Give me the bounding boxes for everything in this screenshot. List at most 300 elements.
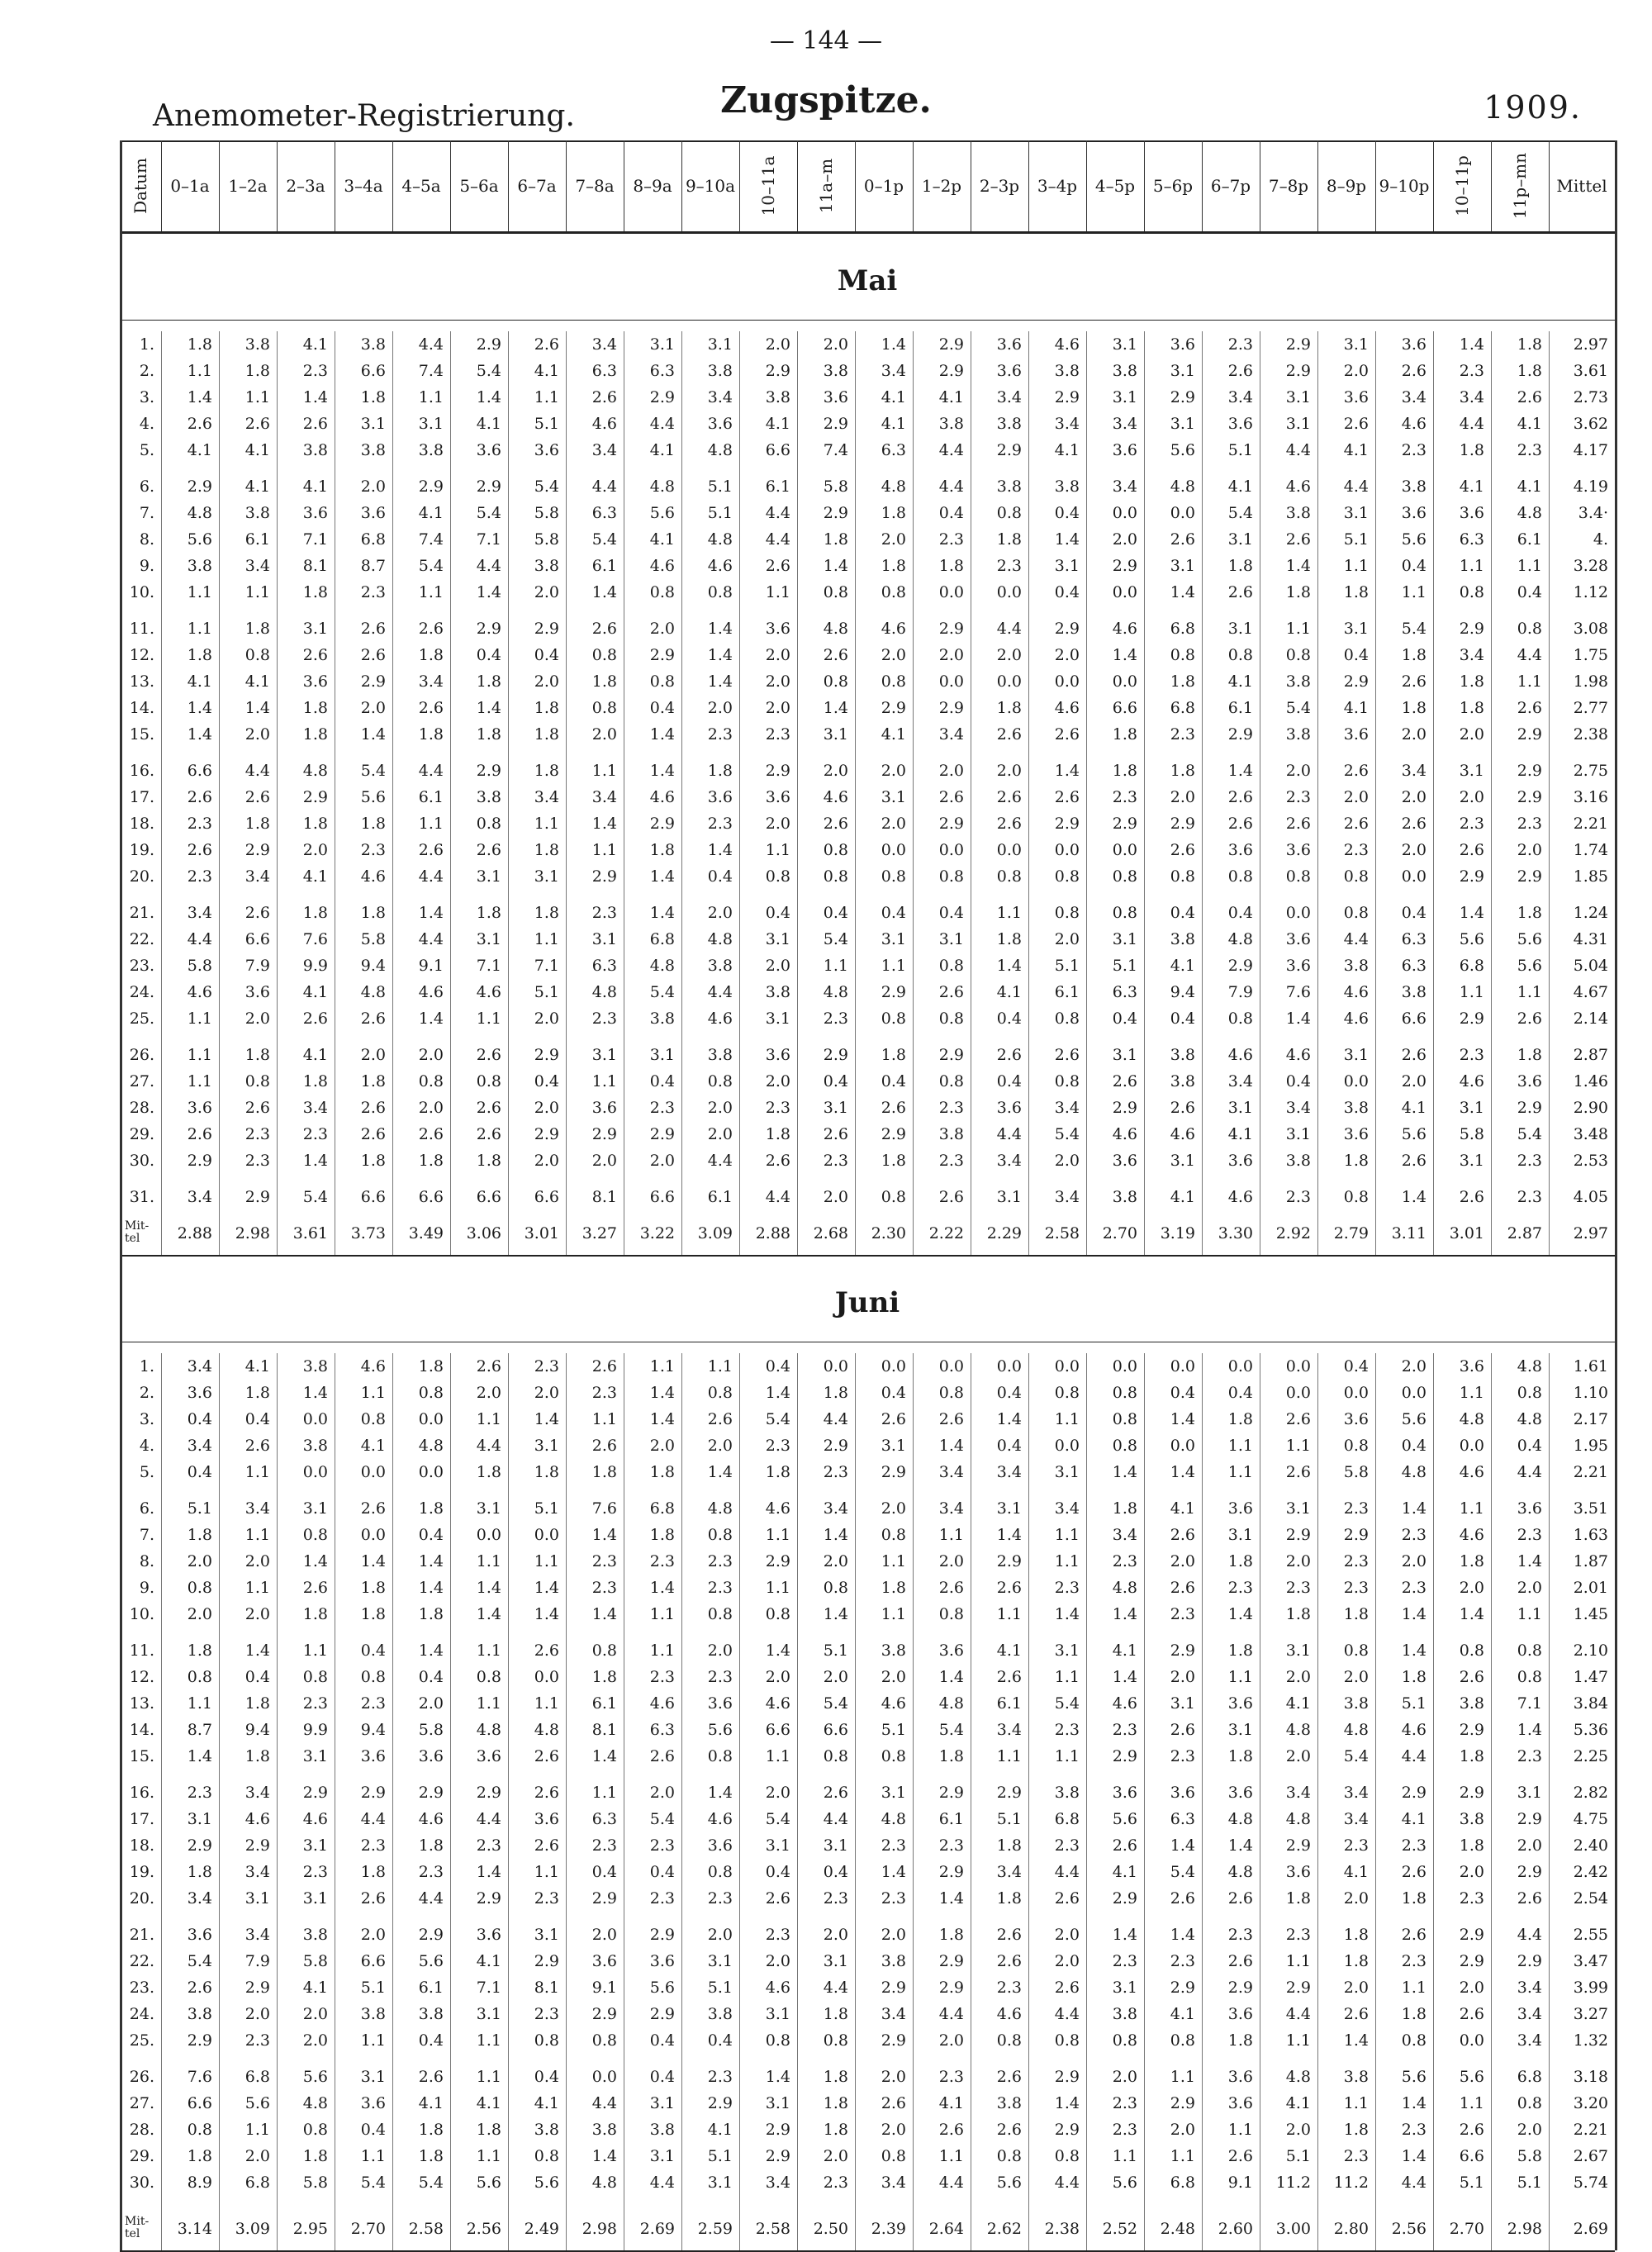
hourly-value: 2.6	[1517, 388, 1542, 406]
hourly-value: 2.3	[1401, 1579, 1427, 1597]
hourly-value: 2.3	[534, 1357, 559, 1375]
hourly-value: 1.1	[1054, 1552, 1080, 1570]
hourly-value: 0.8	[823, 583, 848, 601]
hourly-value: 3.1	[1285, 388, 1311, 406]
table-row	[120, 810, 1615, 837]
hourly-value: 2.3	[707, 1668, 733, 1686]
row-mean: 3.4·	[1578, 504, 1608, 522]
row-date: 26.	[129, 2068, 154, 2086]
hourly-value: 3.6	[1459, 1357, 1484, 1375]
hourly-value: 2.3	[534, 2005, 559, 2023]
hourly-value: 6.6	[360, 362, 386, 380]
hourly-value: 0.4	[591, 1863, 617, 1881]
hourly-value: 3.8	[707, 1046, 733, 1064]
hourly-value: 3.8	[1285, 504, 1311, 522]
hourly-value: 2.3	[1343, 1579, 1369, 1597]
hourly-value: 2.6	[1112, 1072, 1137, 1090]
hourly-value: 4.8	[707, 930, 733, 948]
hourly-value: 5.8	[534, 504, 559, 522]
table-row	[120, 1042, 1615, 1068]
hourly-value: 1.8	[360, 1152, 386, 1170]
monthly-mean-value: 2.88	[755, 1224, 790, 1242]
hourly-value: 1.1	[1459, 1499, 1484, 1518]
hourly-value: 3.4	[1054, 1099, 1080, 1117]
column-header: 5–6a	[459, 176, 499, 196]
hourly-value: 0.4	[1170, 1010, 1195, 1028]
hourly-value: 1.4	[418, 1641, 444, 1660]
monthly-mean-value: 2.59	[697, 2220, 733, 2238]
row-mean: 2.87	[1573, 1046, 1608, 1064]
hourly-value: 1.1	[187, 583, 212, 601]
hourly-value: 1.4	[476, 1863, 501, 1881]
hourly-value: 2.9	[1517, 762, 1542, 780]
hourly-value: 0.4	[534, 1072, 559, 1090]
hourly-value: 0.8	[938, 1010, 964, 1028]
hourly-value: 3.4	[244, 867, 270, 886]
hourly-value: 2.0	[881, 646, 906, 664]
hourly-value: 6.3	[1112, 983, 1137, 1001]
monthly-mean-value: 3.09	[235, 2220, 270, 2238]
hourly-value: 2.6	[707, 1410, 733, 1428]
row-mean: 2.75	[1573, 762, 1608, 780]
column-rule	[392, 331, 393, 1255]
hourly-value: 3.1	[765, 1836, 790, 1855]
hourly-value: 1.8	[1170, 762, 1195, 780]
hourly-value: 2.6	[881, 2094, 906, 2112]
hourly-value: 1.1	[1343, 557, 1369, 575]
column-rule	[508, 140, 509, 231]
hourly-value: 2.0	[881, 1499, 906, 1518]
hourly-value: 4.1	[938, 388, 964, 406]
row-mean: 1.46	[1573, 1072, 1608, 1090]
table-row	[120, 863, 1615, 890]
table-row	[120, 615, 1615, 642]
hourly-value: 2.0	[1459, 725, 1484, 744]
hourly-value: 4.1	[302, 1979, 328, 1997]
hourly-value: 3.4	[1227, 388, 1253, 406]
hourly-value: 3.1	[881, 930, 906, 948]
table-row	[120, 1121, 1615, 1147]
hourly-value: 0.8	[1112, 1437, 1137, 1455]
hourly-value: 1.8	[1112, 1499, 1137, 1518]
hourly-value: 0.4	[649, 1072, 675, 1090]
hourly-value: 4.8	[1227, 1810, 1253, 1828]
table-row	[120, 2027, 1615, 2054]
hourly-value: 3.8	[534, 2121, 559, 2139]
row-mean: 1.95	[1573, 1437, 1608, 1455]
monthly-mean-value: 3.00	[1275, 2220, 1311, 2238]
hourly-value: 2.9	[1517, 1952, 1542, 1970]
hourly-value: 7.6	[1285, 983, 1311, 1001]
hourly-value: 2.6	[1343, 815, 1369, 833]
hourly-value: 1.1	[649, 1605, 675, 1623]
hourly-value: 5.6	[418, 1952, 444, 1970]
hourly-value: 2.9	[881, 2031, 906, 2050]
monthly-mean-value: 2.56	[466, 2220, 501, 2238]
column-header: 1–2p	[921, 176, 962, 196]
hourly-value: 3.1	[1170, 362, 1195, 380]
monthly-mean-value: 2.95	[292, 2220, 328, 2238]
hourly-value: 0.8	[1517, 2094, 1542, 2112]
row-mean: 2.25	[1573, 1747, 1608, 1765]
hourly-value: 2.6	[1227, 362, 1253, 380]
hourly-value: 2.6	[823, 815, 848, 833]
hourly-value: 4.1	[1170, 1188, 1195, 1206]
column-header: 10–11p	[1452, 155, 1472, 216]
column-rule	[566, 140, 567, 231]
hourly-value: 2.9	[1170, 1979, 1195, 1997]
hourly-value: 4.1	[707, 2121, 733, 2139]
hourly-value: 7.4	[418, 530, 444, 549]
hourly-value: 4.1	[476, 415, 501, 433]
hourly-value: 1.4	[534, 1579, 559, 1597]
hourly-value: 7.1	[476, 530, 501, 549]
hourly-value: 2.0	[418, 1046, 444, 1064]
hourly-value: 2.0	[1401, 1552, 1427, 1570]
hourly-value: 1.8	[649, 1463, 675, 1481]
hourly-value: 3.6	[1343, 725, 1369, 744]
hourly-value: 3.6	[591, 1099, 617, 1117]
column-rule	[1549, 331, 1550, 1255]
hourly-value: 5.6	[649, 1979, 675, 1997]
hourly-value: 5.1	[707, 477, 733, 496]
hourly-value: 1.1	[187, 1694, 212, 1713]
hourly-value: 2.6	[244, 1099, 270, 1117]
hourly-value: 2.6	[1285, 530, 1311, 549]
hourly-value: 3.1	[1459, 762, 1484, 780]
hourly-value: 0.8	[1112, 1384, 1137, 1402]
hourly-value: 0.8	[881, 2147, 906, 2165]
hourly-value: 3.6	[707, 1836, 733, 1855]
hourly-value: 3.8	[1170, 930, 1195, 948]
hourly-value: 1.8	[881, 557, 906, 575]
hourly-value: 1.1	[244, 1579, 270, 1597]
hourly-value: 1.4	[1343, 2031, 1369, 2050]
hourly-value: 4.1	[534, 2094, 559, 2112]
hourly-value: 2.9	[1170, 815, 1195, 833]
hourly-value: 2.0	[881, 530, 906, 549]
hourly-value: 2.0	[1517, 2121, 1542, 2139]
hourly-value: 2.3	[591, 1010, 617, 1028]
hourly-value: 6.6	[1112, 699, 1137, 717]
hourly-value: 6.1	[418, 788, 444, 806]
hourly-value: 1.1	[1285, 1437, 1311, 1455]
hourly-value: 2.6	[881, 1099, 906, 1117]
row-date: 21.	[129, 1926, 154, 1944]
column-rule	[219, 1353, 220, 2250]
hourly-value: 2.0	[418, 1694, 444, 1713]
hourly-value: 1.8	[244, 620, 270, 638]
hourly-value: 3.6	[1112, 1152, 1137, 1170]
monthly-mean-value: 3.11	[1391, 1224, 1427, 1242]
column-header: 5–6p	[1152, 176, 1194, 196]
hourly-value: 3.8	[996, 2094, 1022, 2112]
hourly-value: 0.4	[1517, 583, 1542, 601]
hourly-value: 0.8	[1227, 1010, 1253, 1028]
hourly-value: 3.8	[360, 2005, 386, 2023]
hourly-value: 3.8	[418, 2005, 444, 2023]
hourly-value: 3.8	[302, 441, 328, 459]
column-rule	[681, 331, 682, 1255]
hourly-value: 7.4	[418, 362, 444, 380]
hourly-value: 1.8	[823, 1384, 848, 1402]
hourly-value: 2.0	[187, 1552, 212, 1570]
hourly-value: 1.4	[1170, 583, 1195, 601]
column-rule	[681, 140, 682, 231]
hourly-value: 2.6	[1227, 815, 1253, 833]
hourly-value: 4.8	[823, 983, 848, 1001]
hourly-value: 2.9	[1285, 335, 1311, 354]
monthly-mean-value: 3.49	[408, 1224, 444, 1242]
hourly-value: 1.8	[534, 841, 559, 859]
hourly-value: 1.1	[996, 904, 1022, 922]
hourly-value: 0.4	[707, 867, 733, 886]
hourly-value: 4.1	[1459, 477, 1484, 496]
hourly-value: 1.4	[881, 335, 906, 354]
hourly-value: 2.0	[302, 2031, 328, 2050]
hourly-value: 2.6	[1227, 583, 1253, 601]
hourly-value: 0.4	[187, 1463, 212, 1481]
hourly-value: 1.4	[765, 1384, 790, 1402]
hourly-value: 1.1	[418, 815, 444, 833]
row-date: 6.	[139, 1499, 154, 1518]
hourly-value: 0.8	[302, 1668, 328, 1686]
hourly-value: 4.8	[302, 2094, 328, 2112]
hourly-value: 2.3	[823, 1463, 848, 1481]
row-mean: 1.61	[1573, 1357, 1608, 1375]
hourly-value: 6.6	[1401, 1010, 1427, 1028]
hourly-value: 2.9	[938, 699, 964, 717]
hourly-value: 3.4	[1459, 388, 1484, 406]
hourly-value: 1.8	[996, 530, 1022, 549]
hourly-value: 1.8	[1343, 2121, 1369, 2139]
hourly-value: 7.6	[302, 930, 328, 948]
hourly-value: 1.4	[707, 1463, 733, 1481]
hourly-value: 4.6	[418, 983, 444, 1001]
hourly-value: 2.9	[649, 815, 675, 833]
row-mean: 2.38	[1573, 725, 1608, 744]
monthly-mean-value: 2.98	[235, 1224, 270, 1242]
table-row	[120, 1432, 1615, 1459]
hourly-value: 2.0	[707, 699, 733, 717]
hourly-value: 2.3	[1112, 1721, 1137, 1739]
hourly-value: 1.4	[707, 1784, 733, 1802]
row-date: 7.	[139, 504, 154, 522]
hourly-value: 2.6	[244, 788, 270, 806]
hourly-value: 2.6	[996, 1668, 1022, 1686]
hourly-value: 2.6	[1227, 788, 1253, 806]
hourly-value: 1.1	[1170, 2147, 1195, 2165]
hourly-value: 3.8	[302, 1926, 328, 1944]
hourly-value: 1.4	[881, 1863, 906, 1881]
hourly-value: 1.1	[1285, 620, 1311, 638]
hourly-value: 4.4	[938, 477, 964, 496]
hourly-value: 2.0	[1459, 1579, 1484, 1597]
hourly-value: 2.0	[1401, 725, 1427, 744]
hourly-value: 4.6	[1170, 1125, 1195, 1143]
hourly-value: 0.0	[1285, 1357, 1311, 1375]
hourly-value: 3.4	[1227, 1072, 1253, 1090]
column-header: 6–7a	[517, 176, 557, 196]
monthly-mean-value: 2.69	[639, 2220, 675, 2238]
hourly-value: 5.1	[707, 504, 733, 522]
column-header: 4–5a	[401, 176, 441, 196]
hourly-value: 4.1	[187, 672, 212, 691]
hourly-value: 2.9	[244, 1836, 270, 1855]
hourly-value: 2.9	[1517, 867, 1542, 886]
hourly-value: 1.4	[1170, 1836, 1195, 1855]
hourly-value: 6.1	[591, 1694, 617, 1713]
row-mean: 2.21	[1573, 1463, 1608, 1481]
table-row	[120, 437, 1615, 463]
hourly-value: 3.1	[302, 1889, 328, 1908]
hourly-value: 3.6	[418, 1747, 444, 1765]
hourly-value: 2.6	[1227, 1952, 1253, 1970]
hourly-value: 2.9	[244, 1979, 270, 1997]
hourly-value: 0.8	[476, 815, 501, 833]
row-date: 1.	[139, 335, 154, 354]
hourly-value: 0.0	[823, 1357, 848, 1375]
hourly-value: 2.0	[1285, 1552, 1311, 1570]
hourly-value: 5.8	[1459, 1125, 1484, 1143]
mittel-label: Mit-tel	[125, 1219, 150, 1245]
hourly-value: 2.0	[476, 1384, 501, 1402]
hourly-value: 2.6	[1227, 2147, 1253, 2165]
hourly-value: 0.4	[418, 1668, 444, 1686]
hourly-value: 1.8	[244, 362, 270, 380]
hourly-value: 1.1	[476, 1010, 501, 1028]
hourly-value: 0.4	[534, 2068, 559, 2086]
hourly-value: 5.6	[187, 530, 212, 549]
hourly-value: 4.4	[187, 930, 212, 948]
monthly-mean-value: 2.52	[1102, 2220, 1137, 2238]
hourly-value: 0.8	[302, 1526, 328, 1544]
hourly-value: 2.9	[765, 2147, 790, 2165]
column-header: 7–8p	[1268, 176, 1309, 196]
row-date: 20.	[129, 1889, 154, 1908]
hourly-value: 2.6	[534, 1747, 559, 1765]
hourly-value: 4.6	[302, 1810, 328, 1828]
row-mean: 1.63	[1573, 1526, 1608, 1544]
hourly-value: 2.3	[823, 2174, 848, 2192]
row-mean: 2.21	[1573, 2121, 1608, 2139]
hourly-value: 1.1	[938, 1526, 964, 1544]
column-rule	[566, 331, 567, 1255]
hourly-value: 3.8	[302, 1437, 328, 1455]
monthly-mean-value: 2.22	[928, 1224, 964, 1242]
column-rule	[1202, 331, 1203, 1255]
hourly-value: 2.9	[302, 1784, 328, 1802]
hourly-value: 1.4	[649, 725, 675, 744]
hourly-value: 4.1	[1227, 1125, 1253, 1143]
hourly-value: 1.4	[823, 557, 848, 575]
hourly-value: 3.8	[360, 441, 386, 459]
hourly-value: 0.8	[1517, 1384, 1542, 1402]
hourly-value: 2.6	[418, 841, 444, 859]
hourly-value: 3.1	[1170, 1694, 1195, 1713]
hourly-value: 1.1	[591, 1784, 617, 1802]
hourly-value: 2.0	[707, 1099, 733, 1117]
hourly-value: 1.1	[476, 2068, 501, 2086]
hourly-value: 0.8	[1054, 1072, 1080, 1090]
hourly-value: 1.4	[1054, 530, 1080, 549]
hourly-value: 1.1	[360, 2031, 386, 2050]
hourly-value: 1.1	[1112, 2147, 1137, 2165]
column-rule	[161, 140, 162, 231]
column-header: 9–10p	[1379, 176, 1430, 196]
hourly-value: 4.1	[1517, 477, 1542, 496]
hourly-value: 0.4	[649, 2031, 675, 2050]
hourly-value: 1.8	[534, 762, 559, 780]
hourly-value: 1.8	[1285, 583, 1311, 601]
hourly-value: 2.6	[1343, 762, 1369, 780]
hourly-value: 2.3	[881, 1889, 906, 1908]
hourly-value: 0.8	[881, 672, 906, 691]
hourly-value: 5.1	[707, 2147, 733, 2165]
hourly-value: 3.8	[1170, 1046, 1195, 1064]
hourly-value: 2.6	[1285, 815, 1311, 833]
column-rule	[1615, 140, 1617, 2250]
column-rule	[855, 1353, 856, 2250]
monthly-mean-value: 2.70	[1102, 1224, 1137, 1242]
hourly-value: 1.4	[996, 1410, 1022, 1428]
column-header: 1–2a	[228, 176, 268, 196]
row-mean: 2.97	[1573, 335, 1608, 354]
hourly-value: 2.6	[996, 2121, 1022, 2139]
hourly-value: 1.8	[881, 504, 906, 522]
hourly-value: 2.0	[707, 904, 733, 922]
hourly-value: 5.4	[823, 930, 848, 948]
hourly-value: 5.4	[418, 557, 444, 575]
hourly-value: 1.4	[476, 699, 501, 717]
hourly-value: 2.6	[244, 904, 270, 922]
hourly-value: 5.1	[187, 1499, 212, 1518]
row-date: 18.	[129, 815, 154, 833]
hourly-value: 1.8	[302, 583, 328, 601]
hourly-value: 7.1	[302, 530, 328, 549]
hourly-value: 1.4	[1112, 1463, 1137, 1481]
hourly-value: 8.1	[591, 1721, 617, 1739]
hourly-value: 1.1	[823, 957, 848, 975]
hourly-value: 4.8	[1227, 930, 1253, 948]
column-rule	[1317, 140, 1318, 231]
hourly-value: 1.4	[302, 1552, 328, 1570]
hourly-value: 2.9	[1459, 1926, 1484, 1944]
column-header: 7–8a	[575, 176, 615, 196]
hourly-value: 6.8	[649, 930, 675, 948]
hourly-value: 0.0	[360, 1526, 386, 1544]
hourly-value: 3.6	[302, 672, 328, 691]
hourly-value: 1.1	[591, 841, 617, 859]
hourly-value: 8.9	[187, 2174, 212, 2192]
hourly-value: 4.6	[649, 557, 675, 575]
hourly-value: 2.0	[534, 1152, 559, 1170]
hourly-value: 9.1	[591, 1979, 617, 1997]
hourly-value: 4.6	[823, 788, 848, 806]
hourly-value: 6.6	[476, 1188, 501, 1206]
hourly-value: 2.3	[765, 725, 790, 744]
hourly-value: 3.4	[244, 1784, 270, 1802]
hourly-value: 2.9	[1459, 1784, 1484, 1802]
hourly-value: 0.0	[1054, 672, 1080, 691]
hourly-value: 2.6	[1401, 672, 1427, 691]
hourly-value: 1.4	[1170, 1926, 1195, 1944]
column-header: 0–1p	[863, 176, 904, 196]
hourly-value: 3.4	[996, 1863, 1022, 1881]
hourly-value: 2.3	[1285, 1926, 1311, 1944]
monthly-mean-value: 2.49	[524, 2220, 559, 2238]
hourly-value: 1.4	[649, 904, 675, 922]
